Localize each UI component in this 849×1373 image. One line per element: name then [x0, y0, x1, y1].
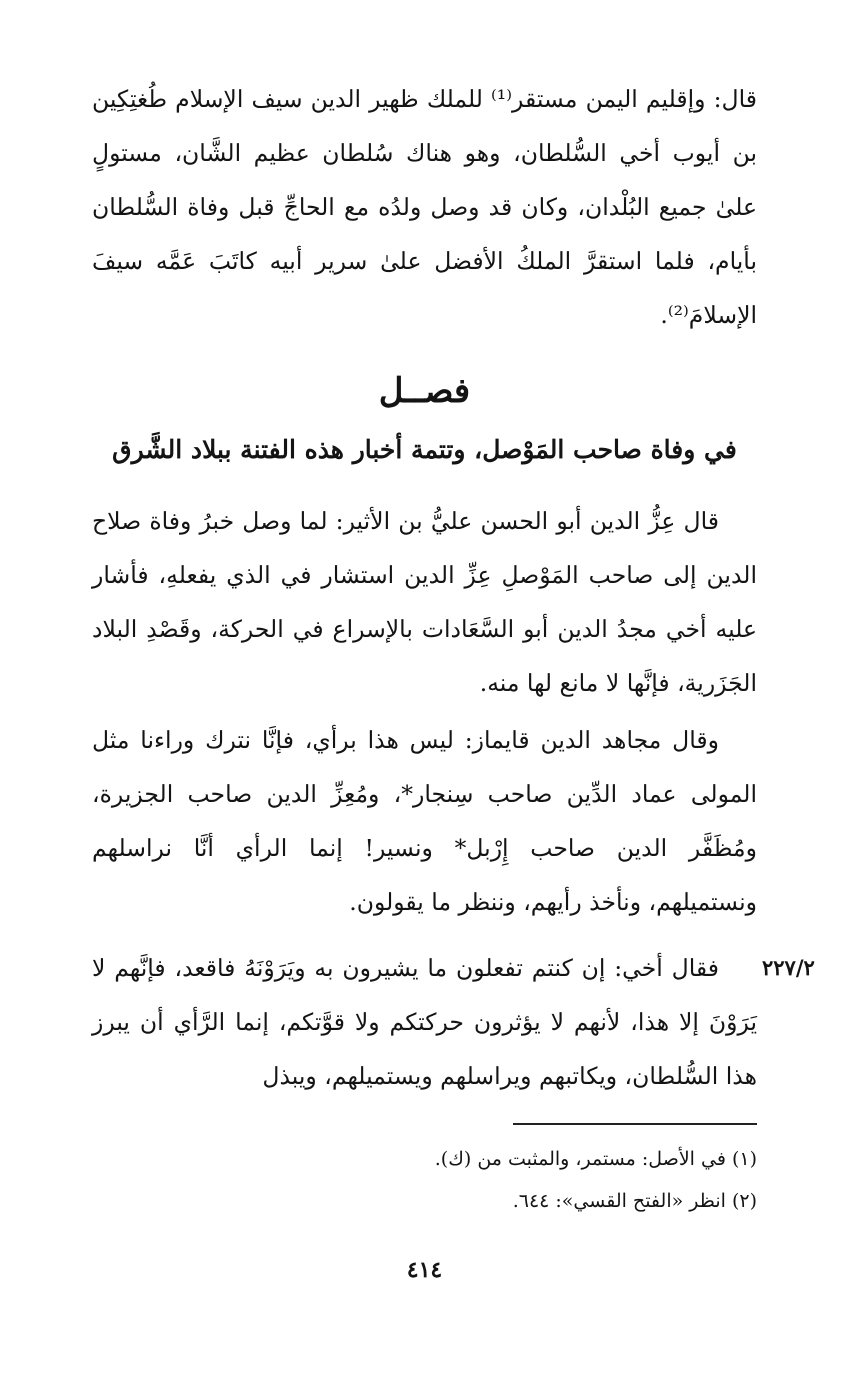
section-subtitle: في وفاة صاحب المَوْصل، وتتمة أخبار هذه الفتنة ببلاد الشَّرق — [112, 435, 737, 464]
marginal-reference: ٢٢٧/٢ — [762, 955, 815, 980]
page-number: ٤١٤ — [406, 1257, 443, 1283]
footnote-1: (١) في الأصل: مستمر، والمثبت من (ك). — [434, 1148, 757, 1170]
footnote-divider — [513, 1123, 757, 1125]
paragraph-ibn-al-athir: قال عِزُّ الدين أبو الحسن عليُّ بن الأثير: لما وصل خبرُ وفاة صلاح الدين إلى صاحب المَوْصلِ عِزِّ الدين استشار في الذي يفعلهِ، فأشار عليه أخي مجدُ الدين أبو السَّعَادات بالإسراع في الحركة، وقَصْدِ البلاد الجَزَرية، فإنَّها لا مانع لها منه. — [92, 507, 757, 697]
footnotes-list — [92, 1138, 757, 1222]
paragraph-yemen: قال: وإقليم اليمن مستقر⁽¹⁾ للملك ظهير الدين سيف الإسلام طُغتِكِين بن أيوب أخي السُّلطان، وهو هناك سُلطان عظيم الشَّان، مستولٍ علىٰ جميع البُلْدان، وكان قد وصل ولدُه مع الحاجِّ قبل وفاة السُّلطان بأيام، فلما استقرَّ الملكُ الأفضل علىٰ سرير أبيه كاتَبَ عَمَّه سيفَ الإسلامَ⁽²⁾. — [92, 85, 757, 329]
footnote-2: (٢) انظر «الفتح القسي»: ٦٤٤. — [512, 1190, 757, 1212]
section-title: فصــل — [378, 371, 471, 411]
paragraph-brother-reply: فقال أخي: إن كنتم تفعلون ما يشيرون به ويَرَوْنَهُ فاقعد، فإنَّهم لا يَرَوْنَ إلا هذا، لأنهم لا يؤثرون حركتكم ولا قوَّتكم، إنما الرَّأي أن يبرز هذا السُّلطان، ويكاتبهم ويراسلهم ويستميلهم، ويبذل — [92, 954, 757, 1090]
paragraph-mujahid: وقال مجاهد الدين قايماز: ليس هذا برأي، فإنَّا نترك وراءنا مثل المولى عماد الدِّين صاحب سِنجار*، ومُعِزِّ الدين صاحب الجزيرة، ومُظَفَّر الدين صاحب إِرْبل* ونسير! إنما الرأي أنَّا نراسلهم ونستميلهم، ونأخذ رأيهم، وننظر ما يقولون. — [92, 726, 757, 916]
